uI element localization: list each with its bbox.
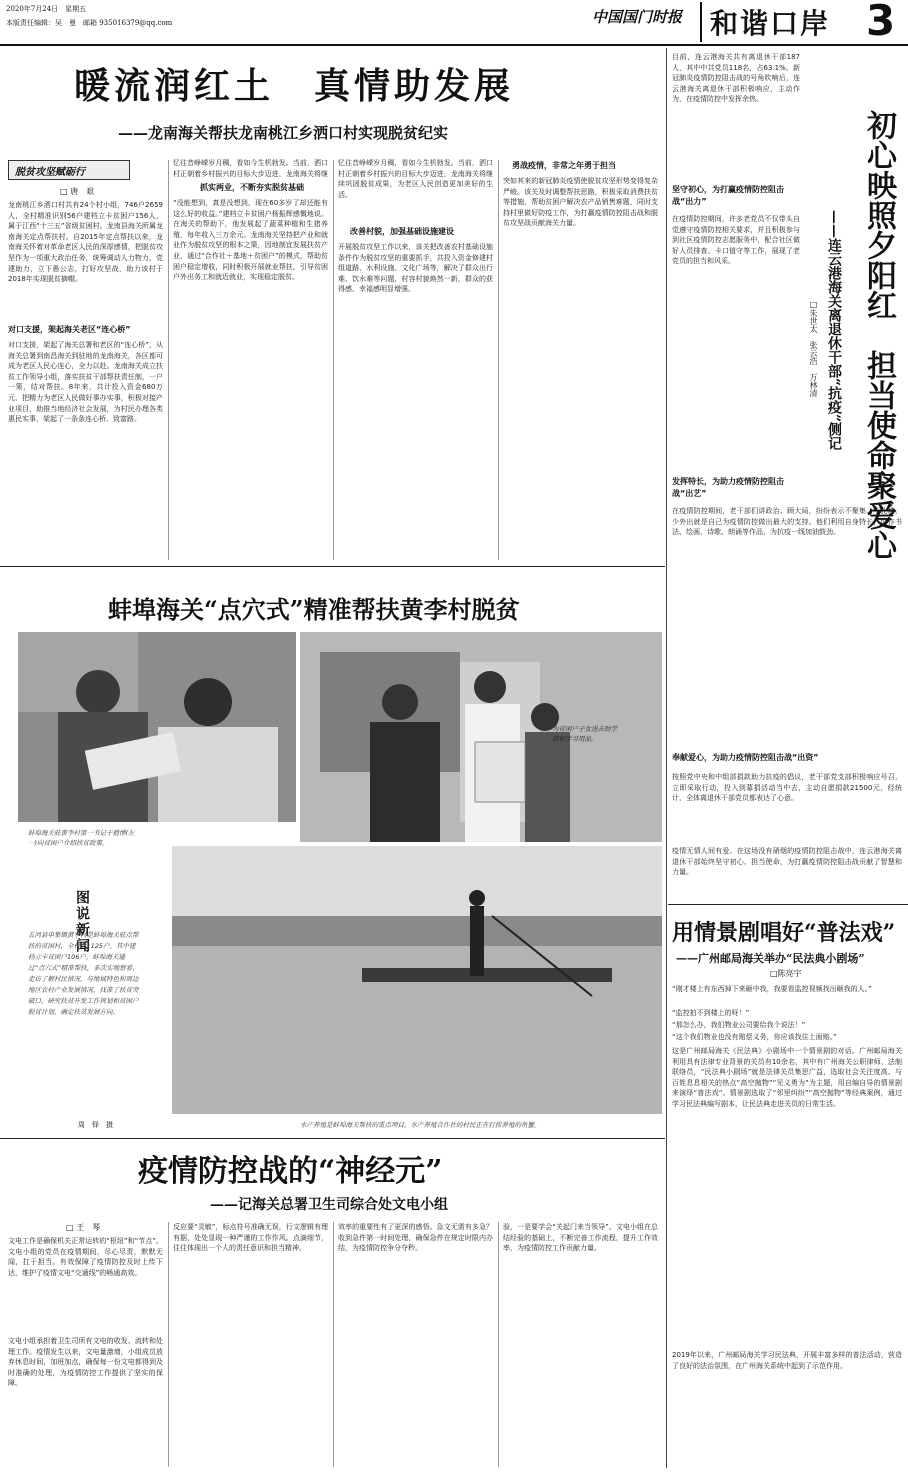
- article4-para: 按照党中央和中组部捐款助力抗疫的倡议，老干部党支部积极响应号召，立即采取行动，投入到募捐活动当中去，主动自愿捐款21500元，经统计，全体离退休干部党员都表达了心意。: [672, 773, 902, 803]
- article1-para: 忆往昔峥嵘岁月稠，看如今生机勃发。当前，洒口村正朝着乡村振兴的目标大步迈进，龙南海关将继: [173, 159, 328, 178]
- article1-para: “没能想到，真是没想到，现在60多岁了却还能有这么好的收益。”建档立卡贫困户杨振辉感慨地说。在海关的帮助下，他发展起了蔬菜种植和生猪养殖，每年收入三万余元。龙南海关坚持把产业和就业作为脱贫攻坚的根本之策，因地制宜发展扶贫产业，通过“合作社＋基地＋贫困户”的模式，帮助贫困户稳定增收，同时积极开展就业帮扶，引导贫困户外出务工和就近就业，实现稳定脱贫。: [173, 199, 328, 282]
- article1-subhead: 对口支援，架起海关老区“连心桥”: [8, 325, 131, 334]
- article5-para: “这个我们物业也没有赔偿义务，你应该找住上面赔。”: [672, 1033, 837, 1041]
- article3-para: 效率的重要性有了更深的感悟。急文无需有多急？收到急件第一时间处理，确保急件在规定时限内办结，为疫情防控争分夺秒。: [338, 1223, 493, 1253]
- section-rule: [668, 904, 908, 905]
- article4-subhead: 坚守初心，为打赢疫情防控阻击战“出力”: [672, 185, 784, 206]
- article3-para: 文电工作是确保机关正常运转的“枢纽”和“节点”。文电小组的党员在疫情期间，尽心尽责，默默无闻，扛于担当。有效保障了疫情防控及时上传下达，维护了疫情文电“交通线”的畅通高效。: [8, 1237, 163, 1277]
- article4-title: 初心映照夕阳红 担当使命聚爱心: [861, 110, 896, 560]
- photo-scene: [172, 846, 662, 1114]
- caption-right: 为贫困户子女送去助学款和学习用品。: [552, 725, 617, 743]
- article3-title: 疫情防控战的“神经元”: [138, 1154, 443, 1189]
- article5-para: “刚才楼上有东西掉下来砸中我，我要看监控视频找出砸我的人。”: [672, 985, 872, 993]
- issue-date: 2020年7月24日 星期五: [6, 5, 87, 13]
- article5-byline: □陈亮宇: [770, 969, 802, 978]
- article5-para: 这是广州邮局海关《民法典》小剧场中一个情景剧的对话。广州邮局海关利用具有法律专业背景的关员有10余名，其中有广州海关公职律师、法制联络员，“民法典小剧场”就是法律关员集思广益，选取社会关注度高、与百姓息息相关的热点“高空抛物”“见义勇为”为主题，用自编自导的情景剧来演绎“普法戏”。情景剧选取了“邻里纠纷”“高空抛物”等经典案例，通过学习民法典编写剧本，让民法典走进关员的日常生活。: [672, 1047, 902, 1108]
- column-rule: [168, 160, 169, 560]
- photo-news-label: 图说新闻: [74, 890, 90, 954]
- article3-byline: □ 王 琴: [66, 1223, 101, 1232]
- masthead-rule: [0, 44, 908, 46]
- photographer: 周 铎 摄: [78, 1121, 113, 1129]
- article5-para: 2019年以来，广州邮局海关学习民法典，开展丰富多样的普法活动，营造了良好的法治氛围，在广州海关系统中起到了示范作用。: [672, 1351, 902, 1370]
- article1-para: 突如其来的新冠肺炎疫情使脱贫攻坚形势变得复杂严峻。该关及时调整帮扶思路，积极采取消费扶贫等措施，帮助贫困户解决农产品销售难题，同时支持村里做好防疫工作，为打赢疫情防控阻击战和脱贫攻坚战贡献海关力量。: [503, 177, 658, 228]
- article5-para: “监控拍不到楼上的呀！”: [672, 1009, 750, 1017]
- column-rule: [333, 160, 334, 560]
- column-rule: [168, 1222, 169, 1467]
- caption-bottom: 水产养殖是蚌埠海关帮扶的重点项目，水产养殖合作社的村民正在打捞养殖的鱼蟹。: [300, 1121, 541, 1129]
- article3-subtitle: ——记海关总署卫生司综合处文电小组: [210, 1197, 448, 1213]
- section-rule: [0, 566, 665, 567]
- article3-para: 验，一是要学会“关起门来当领导”。文电小组在总结经验的基础上，不断完善工作流程，提升工作效率，为疫情防控工作贡献力量。: [503, 1223, 658, 1253]
- paper-name: 中国国门时报: [592, 8, 683, 26]
- editor-line: 本版责任编辑：吴 曼 邮箱 935016379@qq.com: [6, 19, 173, 27]
- masthead-divider: [700, 2, 702, 42]
- article4-para: 疫情无情人间有爱。在这场没有硝烟的疫情防控阻击战中，连云港海关离退休干部始终坚守初心、担当使命，为打赢疫情防控阻击战贡献了智慧和力量。: [672, 847, 902, 877]
- section-name: 和谐口岸: [710, 7, 831, 40]
- article1-para: 对口支援，架起了海关总署和老区的“连心桥”，从海关总署到南昌海关到驻地的龙南海关，各区都可成为老区人民心连心，全力以赴。龙南海关成立扶贫工作领导小组，落实扶贫干部帮扶责任制，一户一策，结对帮扶。8年来，共计投入资金680万元，把精力为老区人民做好事办实事，积极对接产业项目，助推当地经济社会发展，为村民办理各类惠民实事，架起了一条条连心桥、致富路。: [8, 341, 163, 424]
- article1-subhead: 抓实两业，不断夯实脱贫基础: [200, 183, 304, 192]
- right-column-divider: [666, 48, 667, 1468]
- page-number: 3: [866, 0, 896, 45]
- photo-fish-farm: [172, 846, 662, 1114]
- photo-school-supplies: [300, 632, 662, 842]
- column-rule: [333, 1222, 334, 1467]
- article4-subhead: 奉献爱心，为助力疫情防控阻击战“出资”: [672, 753, 819, 762]
- article2-side-text: 五河县申集镇黄李村是蚌埠海关驻点帮扶的贫困村，全村共1125户。其中建档立卡贫困户106户。蚌埠海关通过“点穴式”精准帮扶，多次实地察看，走访了解村民情况，与地域特色和周边地区农村产业发展情况，找准了扶贫突破口，研究扶贫开发工作规划和贫困户脱贫计划，确定扶贫发展方向。: [28, 931, 139, 1016]
- article2-title: 蚌埠海关“点穴式”精准帮扶黄李村脱贫: [108, 595, 520, 624]
- article1-para: 忆往昔峥嵘岁月稠，看如今生机勃发。当前，洒口村正朝着乡村振兴的目标大步迈进，龙南海关将继续巩固脱贫成果，为老区人民创造更加美好的生活。: [338, 159, 493, 199]
- article4-bylines: □朱世太 张云浩 万林清: [809, 300, 818, 397]
- photo-scene: [18, 632, 296, 822]
- article1-para: 龙南桃江乡洒口村共有24个村小组，746户2659人，全村精准识别56户建档立卡贫困户156人，属于江西“十三五”省级贫困村。龙南县海关所属龙南海关定点帮扶村。自2015年定点帮扶以来，龙南海关怀着对革命老区人民的深厚感情，把脱贫攻坚作为一项重大政治任务，统筹调动人力物力，党建助力，立下愚公志，打好攻坚战，助力该村于2018年实现脱贫摘帽。: [8, 201, 163, 284]
- article1-subhead: 勇战疫情，非常之年勇于担当: [512, 161, 616, 170]
- article4-para: 在疫情防控期间，许多老党员不仅带头自觉遵守疫情防控相关要求，并且积极参与到社区疫情防控志愿服务中，配合社区做好人员排查、卡口值守等工作，展现了老党员的担当和风采。: [672, 215, 800, 266]
- article1-byline: □ 唐 艰: [60, 187, 95, 196]
- article4-para: 目前，连云港海关共有离退休干部187人，其中中共党员118名，占63.1%。新冠肺炎疫情防控阻击战的号角吹响后，连云港海关离退休干部积极响应，主动作为，在疫情防控中发挥余热。: [672, 53, 800, 104]
- article1-para: 开展脱贫攻坚工作以来，该关把改善农村基础设施条件作为脱贫攻坚的重要抓手，共投入资金修建村组道路、水利设施、文化广场等，解决了群众出行难、饮水难等问题，村容村貌焕然一新，群众的获得感、幸福感明显增强。: [338, 243, 493, 294]
- column-rule: [498, 1222, 499, 1467]
- caption-left: 蚌埠海关驻黄李村第一书记于德博(左一)向贫困户介绍扶贫政策。: [28, 829, 135, 847]
- article4-para: 在疫情防控期间，老干部们讲政治、顾大局，纷纷表示不聚集、不扎堆，少外出就是自己为疫情防控做出最大的支持。他们利用自身特长，创作书法、绘画、诗歌、朗诵等作品，为抗疫一线加油鼓劲。: [672, 507, 902, 537]
- section-rule: [0, 1138, 665, 1139]
- article3-para: 反应要“灵敏”，标点符号准确无误，行文逻辑有理有据，处处显现一种严谨的工作作风。点滴细节，往往体现出一个人的责任意识和担当精神。: [173, 1223, 328, 1253]
- article1-subtitle: ——龙南海关帮扶龙南桃江乡洒口村实现脱贫纪实: [118, 124, 449, 142]
- article5-subtitle: ——广州邮局海关举办“民法典小剧场”: [676, 952, 865, 965]
- article1-title: 暖流润红土 真情助发展: [74, 65, 515, 107]
- article5-title: 用情景剧唱好“普法戏”: [672, 920, 896, 946]
- photo-poverty-visit: [18, 632, 296, 822]
- article3-para: 文电小组承担着卫生司所有文电的收发、流转和处理工作。疫情发生以来，文电量激增，小组成员放弃休息时间，加班加点，确保每一份文电都得到及时准确的处理，为疫情防控工作提供了坚实的保障。: [8, 1337, 163, 1388]
- article4-subtitle: ——连云港海关离退休干部“抗疫”侧记: [826, 210, 842, 451]
- article1-subhead: 改善村貌，加强基础设施建设: [350, 227, 454, 236]
- column-rule: [498, 160, 499, 560]
- column-tag-box: [8, 160, 130, 180]
- article4-subhead: 发挥特长，为助力疫情防控阻击战“出艺”: [672, 477, 784, 498]
- column-tag: 脱贫攻坚赋砺行: [15, 167, 85, 178]
- article5-para: “那怎么办，我们物业公司要给我个说法！”: [672, 1021, 806, 1029]
